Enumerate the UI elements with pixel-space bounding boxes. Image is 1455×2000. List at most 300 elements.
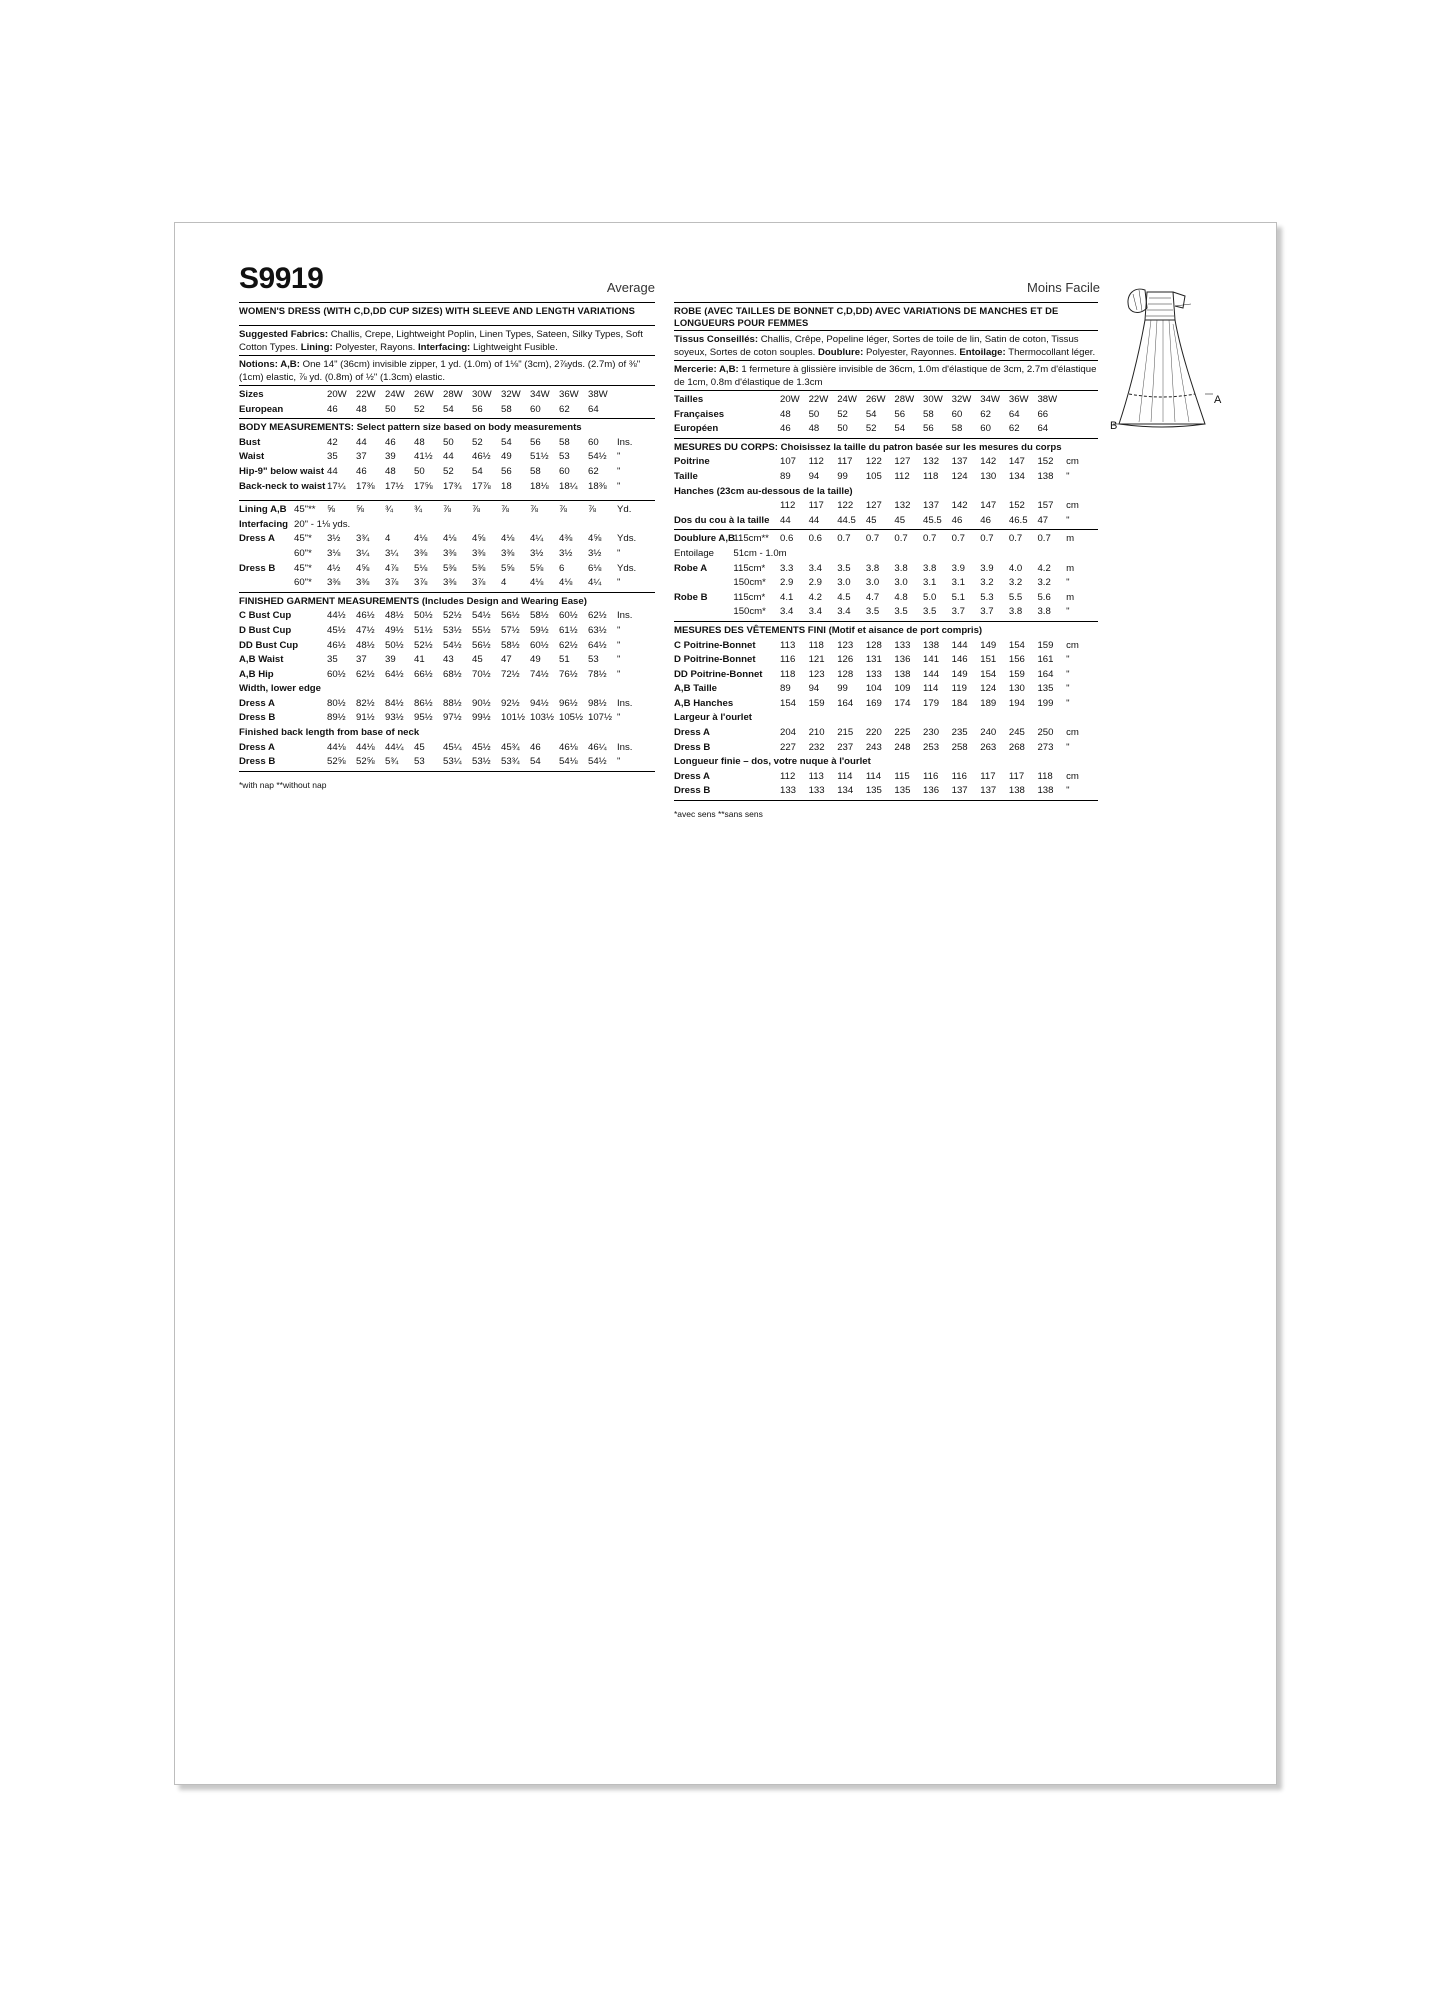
table-cell: 157 <box>1037 500 1054 512</box>
table-cell: 147 <box>980 500 997 512</box>
unit-cell <box>1066 408 1098 423</box>
table-cell: 35 <box>327 451 338 463</box>
table-cell: 24W <box>385 389 405 400</box>
table-cell: 46 <box>385 436 396 448</box>
table-cell: 235 <box>951 727 968 739</box>
table-cell: 3⅜ <box>327 577 341 589</box>
table-cell: 152 <box>1008 500 1025 512</box>
table-cell: 124 <box>951 470 968 482</box>
notions-text: 1 fermeture à glissière invisible de 36cm, 1.0m d'élastique de 3cm, 2.7m d'élastique de 1cm, 0.8m d'élastique de 1.3cm <box>674 364 1097 388</box>
body-measurements-heading-en: BODY MEASUREMENTS: Select pattern size based on body measurements <box>239 422 582 434</box>
width-heading-fr: Largeur à l'ourlet <box>674 712 752 724</box>
hip-heading-fr: Hanches (23cm au-dessous de la taille) <box>674 485 853 497</box>
fabric-width: 60"* <box>294 547 312 559</box>
row-label: Dress B <box>239 756 276 768</box>
row-label: D Bust Cup <box>239 624 292 636</box>
unit-cell: " <box>617 547 621 559</box>
table-cell: 76½ <box>559 668 578 680</box>
table-cell: 3⅜ <box>501 547 515 559</box>
measurement-table <box>674 770 1098 799</box>
table-cell: 115 <box>894 770 910 782</box>
table-cell: 62 <box>559 403 570 415</box>
table-cell: 53½ <box>472 756 491 768</box>
table-cell: 48 <box>385 465 396 477</box>
fabric-width: 115cm** <box>733 533 769 545</box>
divider <box>674 438 1098 439</box>
table-cell: 101½ <box>501 712 526 724</box>
table-cell: 4.7 <box>865 591 880 603</box>
table-cell: 64 <box>588 403 599 415</box>
table-cell: 20W <box>327 389 347 400</box>
table-cell: 0.7 <box>894 533 908 545</box>
table-cell: 3.7 <box>951 606 965 618</box>
table-cell: 5⅛ <box>414 562 428 574</box>
row-label: Taille <box>674 470 698 482</box>
table-cell: 44 <box>779 514 791 526</box>
table-cell: 89½ <box>327 712 346 724</box>
unit-cell: " <box>617 480 621 492</box>
table-cell: 141 <box>923 654 940 666</box>
table-row <box>674 532 1098 547</box>
table-cell: 4⅛ <box>414 533 428 545</box>
table-cell: 5⅝ <box>501 562 515 574</box>
table-cell: 45.5 <box>923 514 942 526</box>
table-cell: 130 <box>980 470 997 482</box>
table-cell: 48 <box>779 408 791 420</box>
unit-cell: Yds. <box>617 562 637 574</box>
table-row <box>674 639 1098 654</box>
table-cell: 3.4 <box>779 606 794 618</box>
table-cell: 4.2 <box>1037 562 1051 574</box>
table-cell: 3¾ <box>356 533 370 545</box>
table-row <box>239 668 655 683</box>
table-cell: 32W <box>501 389 521 400</box>
table-row <box>239 624 655 639</box>
table-cell: 53 <box>588 654 599 666</box>
table-cell: 26W <box>865 394 886 405</box>
table-cell: 3¼ <box>356 547 370 559</box>
table-cell: 6⅛ <box>588 562 602 574</box>
table-row <box>239 639 655 654</box>
row-label <box>674 576 733 591</box>
unit-cell: " <box>617 639 621 651</box>
table-cell: 43 <box>443 654 454 666</box>
table-cell: 117 <box>980 770 996 782</box>
table-cell: 0.7 <box>1037 533 1051 545</box>
table-row <box>239 518 655 533</box>
measurement-table <box>674 455 1098 484</box>
table-cell: 3.2 <box>1037 577 1051 589</box>
table-cell: 18⅜ <box>588 480 607 492</box>
table-cell: 60 <box>530 403 541 415</box>
table-cell: 3.0 <box>837 577 851 589</box>
table-cell: 161 <box>1037 654 1054 666</box>
table-cell: 18¼ <box>559 480 578 492</box>
notions-label: Notions: A,B: <box>239 359 300 370</box>
measurement-table <box>674 532 1098 620</box>
interfacing-text: Thermocollant léger. <box>1008 347 1096 358</box>
table-cell: 18 <box>501 480 512 492</box>
table-cell: 4½ <box>327 562 341 574</box>
table-cell: 133 <box>865 668 882 680</box>
table-cell: 89 <box>779 470 791 482</box>
fabric-width: 115cm* <box>733 591 766 603</box>
divider <box>674 330 1098 331</box>
unit-cell: " <box>1066 514 1070 526</box>
table-cell: 118 <box>808 639 824 651</box>
fabrics-text: Challis, Crêpe, Popeline léger, Sortes de toile de lin, Satin de coton, Tissus soyeux, Sortes de coton souples. <box>674 334 1079 358</box>
unit-cell: " <box>617 712 621 724</box>
divider <box>674 800 1098 801</box>
table-cell: 72½ <box>501 668 520 680</box>
row-label: Lining A,B <box>239 504 287 516</box>
table-cell: 38W <box>588 389 608 400</box>
table-cell: 62½ <box>588 610 607 622</box>
table-cell: 146 <box>951 654 968 666</box>
table-cell: 51½ <box>414 624 433 636</box>
table-cell: 34W <box>980 394 1000 405</box>
table-cell: 3¼ <box>385 547 399 559</box>
table-cell: 54⅛ <box>559 756 578 768</box>
table-cell: 3.2 <box>1008 577 1023 589</box>
table-cell: 51½ <box>530 451 549 463</box>
table-cell: 133 <box>779 785 796 797</box>
table-cell: 118 <box>1037 770 1053 782</box>
table-cell: 54½ <box>588 451 607 463</box>
table-cell: 22W <box>808 394 829 405</box>
table-cell: 159 <box>1037 639 1054 651</box>
table-cell: 134 <box>837 785 854 797</box>
table-cell: 3.8 <box>923 562 937 574</box>
table-cell: 46¼ <box>588 741 607 753</box>
measurement-table <box>239 436 655 494</box>
table-cell: 24W <box>837 394 857 405</box>
lining-text: Polyester, Rayons. <box>335 342 416 353</box>
table-cell: 169 <box>865 697 882 709</box>
table-cell: 50½ <box>385 639 404 651</box>
width-table-en <box>239 697 655 726</box>
row-label: Dress A <box>239 533 275 545</box>
table-cell: 60½ <box>530 639 549 651</box>
table-cell: 142 <box>951 500 968 512</box>
table-cell: 36W <box>559 389 579 400</box>
table-cell: 137 <box>923 500 940 512</box>
table-cell: 54 <box>472 465 483 477</box>
table-cell: 164 <box>1037 668 1054 680</box>
table-cell: 47 <box>501 654 512 666</box>
table-cell: 248 <box>894 741 911 753</box>
table-cell: 154 <box>1008 639 1025 651</box>
measurement-table <box>239 609 655 682</box>
table-row <box>239 609 655 624</box>
measurement-table <box>674 393 1098 437</box>
table-cell: 90½ <box>472 697 491 709</box>
table-cell: 3½ <box>588 547 602 559</box>
measurement-table <box>239 503 655 591</box>
table-cell: ⅞ <box>443 504 452 516</box>
table-cell: 4 <box>385 533 391 545</box>
row-label: Robe B <box>674 591 708 603</box>
row-label: Dress B <box>674 785 711 797</box>
table-cell: 56 <box>923 423 934 435</box>
table-cell: 4⅝ <box>472 533 486 545</box>
unit-cell: Ins. <box>617 610 633 622</box>
table-cell: 45 <box>894 514 906 526</box>
table-cell: 68½ <box>443 668 462 680</box>
table-cell: 46 <box>356 465 367 477</box>
divider <box>674 302 1098 303</box>
row-label: Dress A <box>239 741 275 753</box>
table-cell: 38W <box>1037 394 1058 405</box>
table-cell: 39 <box>385 654 396 666</box>
table-row <box>674 422 1098 437</box>
table-cell: 0.7 <box>923 533 937 545</box>
table-row <box>674 408 1098 423</box>
unit-cell: cm <box>1066 500 1079 512</box>
table-cell: 5.5 <box>1008 591 1023 603</box>
sizes-table-fr <box>674 393 1098 437</box>
table-cell: 2.9 <box>779 577 794 589</box>
row-label: Dress B <box>674 741 711 753</box>
table-cell: 152 <box>1037 456 1054 468</box>
table-cell: 53 <box>414 756 425 768</box>
table-row <box>239 755 655 770</box>
table-cell: 97½ <box>443 712 462 724</box>
fabric-width: 60"* <box>294 577 312 589</box>
table-cell: 4.0 <box>1008 562 1023 574</box>
table-cell: 113 <box>808 770 824 782</box>
table-row <box>674 668 1098 683</box>
table-cell: 48 <box>808 423 820 435</box>
table-cell: 3.5 <box>837 562 851 574</box>
table-cell: 50½ <box>414 610 433 622</box>
table-cell: 4⅝ <box>356 562 370 574</box>
table-cell: 3.3 <box>779 562 794 574</box>
table-cell: 58 <box>559 436 570 448</box>
fabrics-paragraph-en <box>239 328 655 354</box>
table-cell: ⅝ <box>356 504 365 516</box>
unit-cell <box>1066 422 1098 437</box>
length-table-en <box>239 741 655 770</box>
table-cell: 3.8 <box>894 562 908 574</box>
table-cell: 46 <box>530 741 541 753</box>
table-row <box>239 388 655 403</box>
table-cell: 57½ <box>501 624 520 636</box>
table-cell: 142 <box>980 456 997 468</box>
table-cell: 159 <box>808 697 825 709</box>
table-row <box>674 726 1098 741</box>
fabric-width: 45"* <box>294 562 312 574</box>
fabric-width: 51cm - 1.0m <box>733 547 787 559</box>
table-cell: 49 <box>530 654 541 666</box>
table-cell: 52 <box>837 408 848 420</box>
table-cell: 4.1 <box>779 591 794 603</box>
unit-cell: cm <box>1066 727 1079 739</box>
row-label <box>674 605 733 620</box>
table-cell: 112 <box>779 770 796 782</box>
table-row <box>239 547 655 562</box>
fabrics-paragraph-fr <box>674 333 1098 359</box>
table-cell: 47½ <box>356 624 375 636</box>
table-cell: 52 <box>865 423 877 435</box>
table-cell: 54 <box>530 756 541 768</box>
table-cell: 64½ <box>385 668 404 680</box>
table-cell: 3.8 <box>1037 606 1051 618</box>
table-cell: 3⅜ <box>414 547 428 559</box>
table-cell: 225 <box>894 727 911 739</box>
table-cell: 41½ <box>414 451 433 463</box>
table-cell: 114 <box>837 770 853 782</box>
table-cell: 138 <box>923 639 940 651</box>
table-cell: 74½ <box>530 668 549 680</box>
pattern-code: S9919 <box>239 262 324 295</box>
table-cell: 179 <box>923 697 940 709</box>
table-cell: 37 <box>356 654 367 666</box>
row-label: Poitrine <box>674 456 710 468</box>
table-cell: 130 <box>1008 683 1025 695</box>
table-cell: 4⅛ <box>443 533 457 545</box>
table-cell: 46½ <box>472 451 491 463</box>
table-cell: 47 <box>1037 514 1049 526</box>
table-cell: 58 <box>530 465 541 477</box>
table-cell: 3⅞ <box>472 577 486 589</box>
table-cell: 58½ <box>530 610 549 622</box>
table-cell: 62 <box>588 465 599 477</box>
table-cell: 52½ <box>443 610 462 622</box>
table-row <box>674 499 1098 514</box>
table-cell: 268 <box>1008 741 1025 753</box>
table-cell: 44 <box>327 465 338 477</box>
table-cell: 54½ <box>443 639 462 651</box>
table-cell: 104 <box>865 683 882 695</box>
table-cell: 46½ <box>327 639 346 651</box>
finished-measurements-heading-fr: MESURES DES VÊTEMENTS FINI (Motif et aisance de port compris) <box>674 624 983 636</box>
table-cell: 5.6 <box>1037 591 1051 603</box>
fabric-width: 150cm* <box>733 577 766 589</box>
dress-illustration <box>1105 284 1240 439</box>
row-label: Françaises <box>674 408 725 420</box>
table-cell: 118 <box>923 470 939 482</box>
table-cell: 112 <box>779 500 796 512</box>
table-cell: 107 <box>779 456 796 468</box>
row-label: DD Bust Cup <box>239 639 299 651</box>
pattern-title-fr: ROBE (AVEC TAILLES DE BONNET C,D,DD) AVEC VARIATIONS DE MANCHES ET DE LONGUEURS POUR FEMMES <box>674 305 1059 328</box>
table-cell: 56 <box>472 403 483 415</box>
table-cell: 137 <box>951 785 968 797</box>
table-row <box>239 503 655 518</box>
table-cell: 123 <box>837 639 854 651</box>
table-row <box>674 547 1098 562</box>
table-cell: 3.5 <box>894 606 908 618</box>
french-column <box>674 301 1098 822</box>
table-cell: 99 <box>837 470 848 482</box>
table-cell: 194 <box>1008 697 1025 709</box>
table-cell: 4¼ <box>588 577 602 589</box>
table-cell: 48½ <box>356 639 375 651</box>
divider <box>239 771 655 772</box>
length-heading-en: Finished back length from base of neck <box>239 727 420 739</box>
table-cell: 3½ <box>559 547 573 559</box>
table-cell: 174 <box>894 697 911 709</box>
table-cell: 117 <box>808 500 824 512</box>
divider <box>674 390 1098 391</box>
table-row <box>674 562 1098 577</box>
table-cell: 51 <box>559 654 570 666</box>
table-cell: 80½ <box>327 697 346 709</box>
table-cell: 123 <box>808 668 825 680</box>
table-row <box>239 450 655 465</box>
table-cell: 3½ <box>327 533 341 545</box>
row-label: A,B Hanches <box>674 697 734 709</box>
table-cell: 70½ <box>472 668 491 680</box>
table-row <box>239 711 655 726</box>
table-row <box>239 741 655 756</box>
table-cell: 17½ <box>385 480 404 492</box>
pattern-title-en: WOMEN'S DRESS (WITH C,D,DD CUP SIZES) WITH SLEEVE AND LENGTH VARIATIONS <box>239 305 635 316</box>
table-cell: 50 <box>385 403 396 415</box>
table-cell: 95½ <box>414 712 433 724</box>
table-cell: 62½ <box>356 668 375 680</box>
row-label: Interfacing <box>239 518 289 530</box>
table-cell: 82½ <box>356 697 375 709</box>
table-cell: 114 <box>923 683 939 695</box>
table-cell: 50 <box>414 465 425 477</box>
unit-cell: " <box>1066 741 1070 753</box>
table-cell: 37 <box>356 451 367 463</box>
fabric-width: 115cm* <box>733 562 766 574</box>
table-cell: 56½ <box>501 610 520 622</box>
table-cell: 3.7 <box>980 606 994 618</box>
table-row <box>674 591 1098 606</box>
table-cell: 5⅝ <box>530 562 544 574</box>
table-cell: 20W <box>779 394 800 405</box>
table-row <box>239 480 655 495</box>
table-cell: 3.4 <box>837 606 851 618</box>
table-cell: 46 <box>327 403 338 415</box>
table-cell: 44½ <box>327 610 346 622</box>
table-cell: 105½ <box>559 712 584 724</box>
row-label: DD Poitrine-Bonnet <box>674 668 763 680</box>
row-label: Hip-9" below waist <box>239 465 325 477</box>
unit-cell: " <box>1066 470 1070 482</box>
table-cell: 45½ <box>472 741 491 753</box>
table-cell: 99 <box>837 683 848 695</box>
table-cell: 5⅜ <box>443 562 457 574</box>
table-cell: 4⅜ <box>559 533 573 545</box>
table-cell: 3.1 <box>951 577 965 589</box>
table-cell: 44⅛ <box>327 741 346 753</box>
unit-cell: cm <box>1066 639 1079 651</box>
table-cell: 5.0 <box>923 591 937 603</box>
table-cell: 3.2 <box>980 577 994 589</box>
table-cell: 159 <box>1008 668 1025 680</box>
table-cell: 138 <box>894 668 911 680</box>
table-cell: 0.6 <box>808 533 822 545</box>
table-cell: 273 <box>1037 741 1054 753</box>
table-cell: 60 <box>588 436 599 448</box>
table-row <box>674 784 1098 799</box>
row-label: Sizes <box>239 389 264 400</box>
table-cell: ⅞ <box>530 504 539 516</box>
fabric-width: 45"* <box>294 533 312 545</box>
table-cell: 116 <box>923 770 939 782</box>
table-cell: 62 <box>980 408 991 420</box>
table-cell: 64 <box>1037 423 1049 435</box>
table-cell: 94 <box>808 470 820 482</box>
table-cell: 0.7 <box>1008 533 1023 545</box>
unit-cell: " <box>617 465 621 477</box>
row-label: European <box>239 403 284 415</box>
